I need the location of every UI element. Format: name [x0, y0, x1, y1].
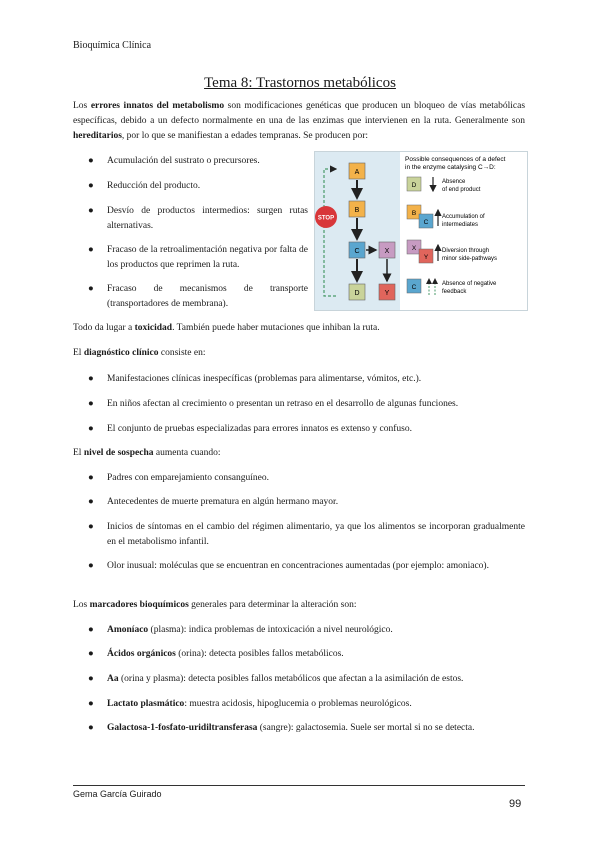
svg-text:C: C	[411, 284, 417, 291]
node-d-label: D	[354, 290, 360, 297]
page-number: 99	[509, 798, 522, 810]
svg-text:D: D	[411, 182, 417, 189]
legend-text-2a: Accumulation of	[442, 214, 485, 220]
legend-text-4a: Absence of negative	[442, 281, 497, 287]
legend-text-4b: feedback	[442, 289, 467, 295]
toxicity-paragraph: Todo da lugar a toxicidad. También puede haber mutaciones que inhiban la ruta.	[73, 323, 380, 333]
svg-text:C: C	[423, 219, 429, 226]
stop-label: STOP	[317, 215, 335, 222]
suspicion-heading: El nivel de sospecha aumenta cuando:	[73, 448, 221, 458]
list-item: ● Lactato plasmático: muestra acidosis, hipoglucemia o problemas neurológicos.	[88, 699, 412, 709]
intro-paragraph: Los errores innatos del metabolismo son modificaciones genéticas que producen un bloqueo de vías metabólicas específicas, debido a un defecto normalmente en una de las enzimas que intervienen en la ruta. Generalmente son hereditarios, por lo que se manifiestan a edades tempranas. Se producen por:	[73, 101, 526, 141]
node-b-label: B	[354, 207, 360, 214]
list-item: ● Desvío de productos intermedios: surgen rutas alternativas.	[88, 206, 308, 231]
running-header: Bioquímica Clínica	[73, 40, 152, 51]
legend-text-3a: Diversion through	[442, 248, 490, 254]
figure-caption-line2: in the enzyme catalysing C→D:	[405, 164, 496, 171]
list-item: ● Galactosa-1-fosfato-uridiltransferasa (sangre): galactosemia. Suele ser mortal si no se detecta.	[88, 723, 475, 733]
list-item: ● En niños afectan al crecimiento o presentan un retraso en el desarrollo de algunas funciones.	[88, 399, 459, 409]
footer-author: Gema García Guirado	[73, 789, 162, 799]
list-item: ● Ácidos orgánicos (orina): detecta posibles fallos metabólicos.	[88, 649, 344, 659]
metabolic-defect-figure	[314, 151, 528, 311]
legend-text-2b: intermediates	[442, 222, 479, 228]
markers-heading: Los marcadores bioquímicos generales para determinar la alteración son:	[73, 600, 357, 610]
list-item: ● Fracaso de la retroalimentación negativa por falta de los productos que reprimen la ruta.	[88, 245, 308, 270]
list-item: ● Aa (orina y plasma): detecta posibles fallos metabólicos que afectan a la asimilación de estos.	[88, 674, 464, 684]
list-item: ● El conjunto de pruebas especializadas para errores innatos es extenso y confuso.	[88, 424, 412, 434]
node-y-label: Y	[384, 290, 390, 297]
list-item: ● Inicios de síntomas en el cambio del régimen alimentario, ya que los alimentos se incorporan gradualmente en el metabolismo infantil.	[88, 522, 525, 547]
list-item: ● Fracaso de mecanismos de transporte (transportadores de membrana).	[88, 284, 308, 309]
legend-text-1b: of end product	[442, 187, 481, 193]
node-c-label: C	[354, 248, 360, 255]
figure-caption-line1: Possible consequences of a defect	[405, 156, 506, 163]
svg-text:B: B	[411, 210, 417, 217]
page-title: Tema 8: Trastornos metabólicos	[204, 75, 396, 91]
list-item: ● Olor inusual: moléculas que se encuentran en concentraciones aumentadas (por ejemplo: amoniaco).	[88, 561, 489, 571]
footer-divider	[73, 785, 525, 786]
list-item: ● Reducción del producto.	[88, 181, 201, 191]
node-a-label: A	[354, 169, 360, 176]
list-item: ● Amoníaco (plasma): indica problemas de intoxicación a nivel neurológico.	[88, 625, 393, 635]
list-item: ● Antecedentes de muerte prematura en algún hermano mayor.	[88, 497, 339, 507]
legend-text-3b: minor side-pathways	[442, 256, 498, 262]
svg-text:X: X	[411, 245, 417, 252]
diagnosis-heading: El diagnóstico clínico consiste en:	[73, 348, 206, 358]
list-item: ● Acumulación del sustrato o precursores.	[88, 156, 260, 166]
list-item: ● Padres con emparejamiento consanguíneo.	[88, 473, 269, 483]
node-x-label: X	[384, 248, 390, 255]
list-item: ● Manifestaciones clínicas inespecíficas (problemas para alimentarse, vómitos, etc.).	[88, 374, 422, 384]
legend-text-1a: Absence	[442, 179, 466, 185]
svg-text:Y: Y	[423, 254, 429, 261]
